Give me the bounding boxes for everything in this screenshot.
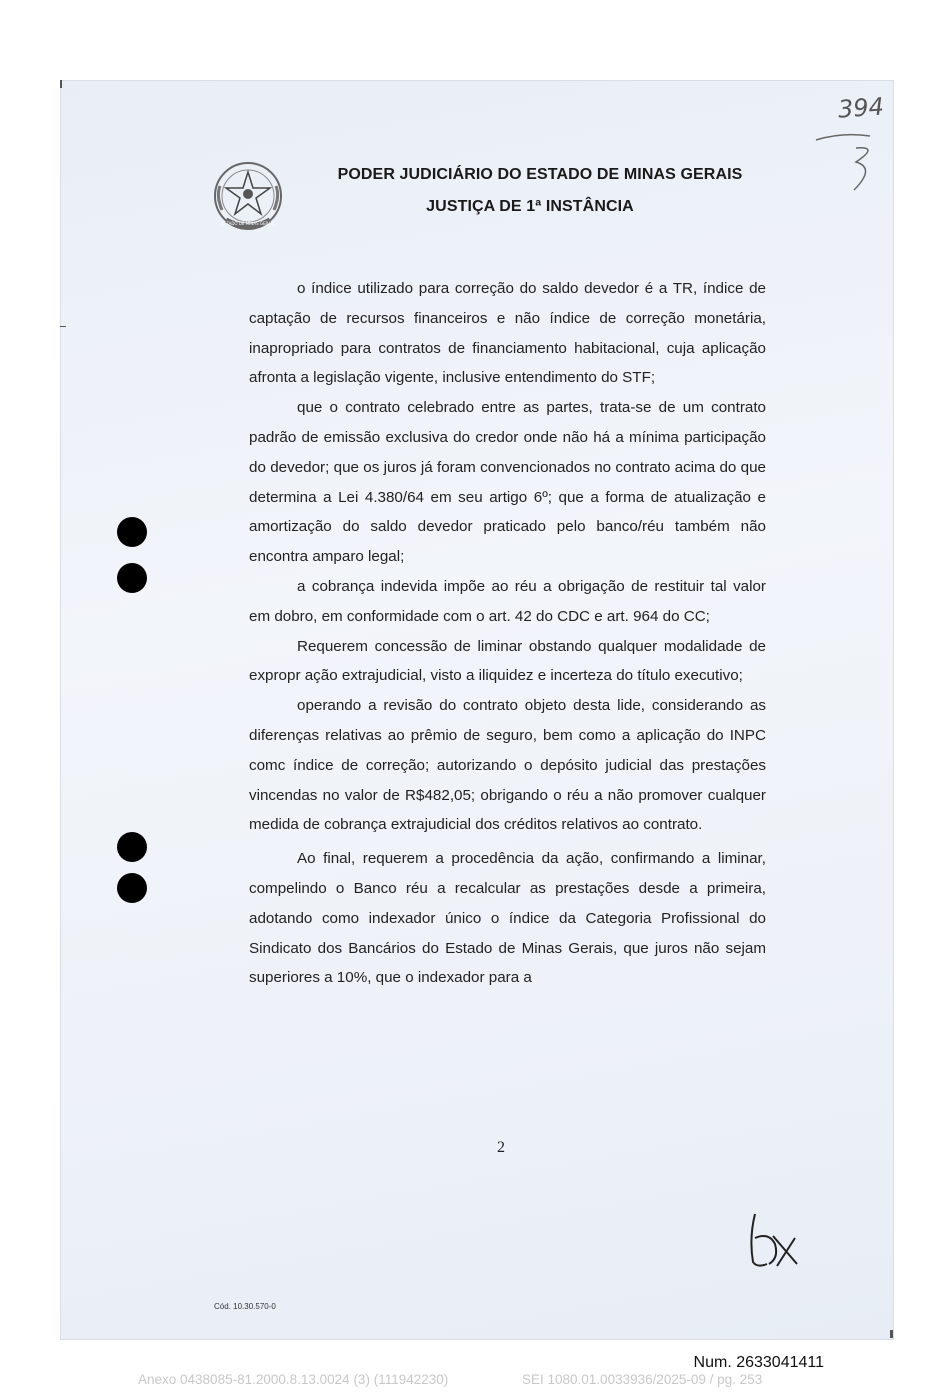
instance-title: JUSTIÇA DE 1ª INSTÂNCIA xyxy=(426,198,634,215)
punch-hole xyxy=(117,517,147,547)
document-number: Num. 2633041411 xyxy=(693,1354,824,1371)
scan-mark xyxy=(60,80,62,88)
paragraph: Ao final, requerem a procedência da ação, confirmando a liminar, compelindo o Banco réu a recalcular as prestações desde a primeira, adotando como indexador único o índice da Categoria Profissional do Sindicato dos Bancários do Estado de Minas Gerais, que juros não sejam superiores a 10%, que o indexador para a xyxy=(249,850,766,987)
paragraph: a cobrança indevida impõe ao réu a obrigação de restituir tal valor em dobro, em conformidade com o art. 42 do CDC e art. 964 do CC; xyxy=(249,577,766,625)
punch-hole xyxy=(117,873,147,903)
paragraph: operando a revisão do contrato objeto desta lide, considerando as diferenças relativas ao prêmio de seguro, bem como a aplicação do INPC comc índice de correção; autorizando o depósito judicial das prestações vincendas no valor de R$482,05; obrigando o réu a não promover cualquer medida de cobrança extrajudicial dos créditos relativos ao contrato. xyxy=(249,697,766,834)
handwritten-stroke xyxy=(812,128,882,198)
paragraph: o índice utilizado para correção do saldo devedor é a TR, índice de captação de recursos financeiros e não índice de correção monetária, inapropriado para contratos de financiamento habitacional, cuja aplicação afronta a legislação vigente, inclusive entendimento do STF; xyxy=(249,280,766,387)
paragraph: Requerem concessão de liminar obstando qualquer modalidade de expropr ação extrajudicial, visto a iliquidez e incerteza do título executivo; xyxy=(249,637,766,685)
sei-reference: SEI 1080.01.0033936/2025-09 / pg. 253 xyxy=(522,1372,763,1387)
paragraph: que o contrato celebrado entre as partes, trata-se de um contrato padrão de emissão exclusiva do credor onde não há a mínima participação do devedor; que os juros já foram convencionados no contrato acima do que determina a Lei 4.380/64 em seu artigo 6º; que a forma de atualização e amortização do saldo devedor praticado pelo banco/réu também não encontra amparo legal; xyxy=(249,399,766,566)
form-code: Cód. 10.30.570-0 xyxy=(214,1302,276,1311)
page-number: 2 xyxy=(497,1139,505,1156)
court-title: PODER JUDICIÁRIO DO ESTADO DE MINAS GERAIS xyxy=(337,166,743,183)
document-body xyxy=(249,274,766,993)
handwritten-initials xyxy=(745,1208,805,1272)
punch-hole xyxy=(117,563,147,593)
annex-reference: Anexo 0438085-81.2000.8.13.0024 (3) (111942230) xyxy=(138,1372,449,1387)
punch-hole xyxy=(117,832,147,862)
handwritten-folio: 394 xyxy=(837,92,885,124)
scan-mark xyxy=(890,1330,893,1338)
scan-mark xyxy=(60,326,66,327)
svg-text:ESTADO DE MINAS GERAIS: ESTADO DE MINAS GERAIS xyxy=(221,221,275,226)
